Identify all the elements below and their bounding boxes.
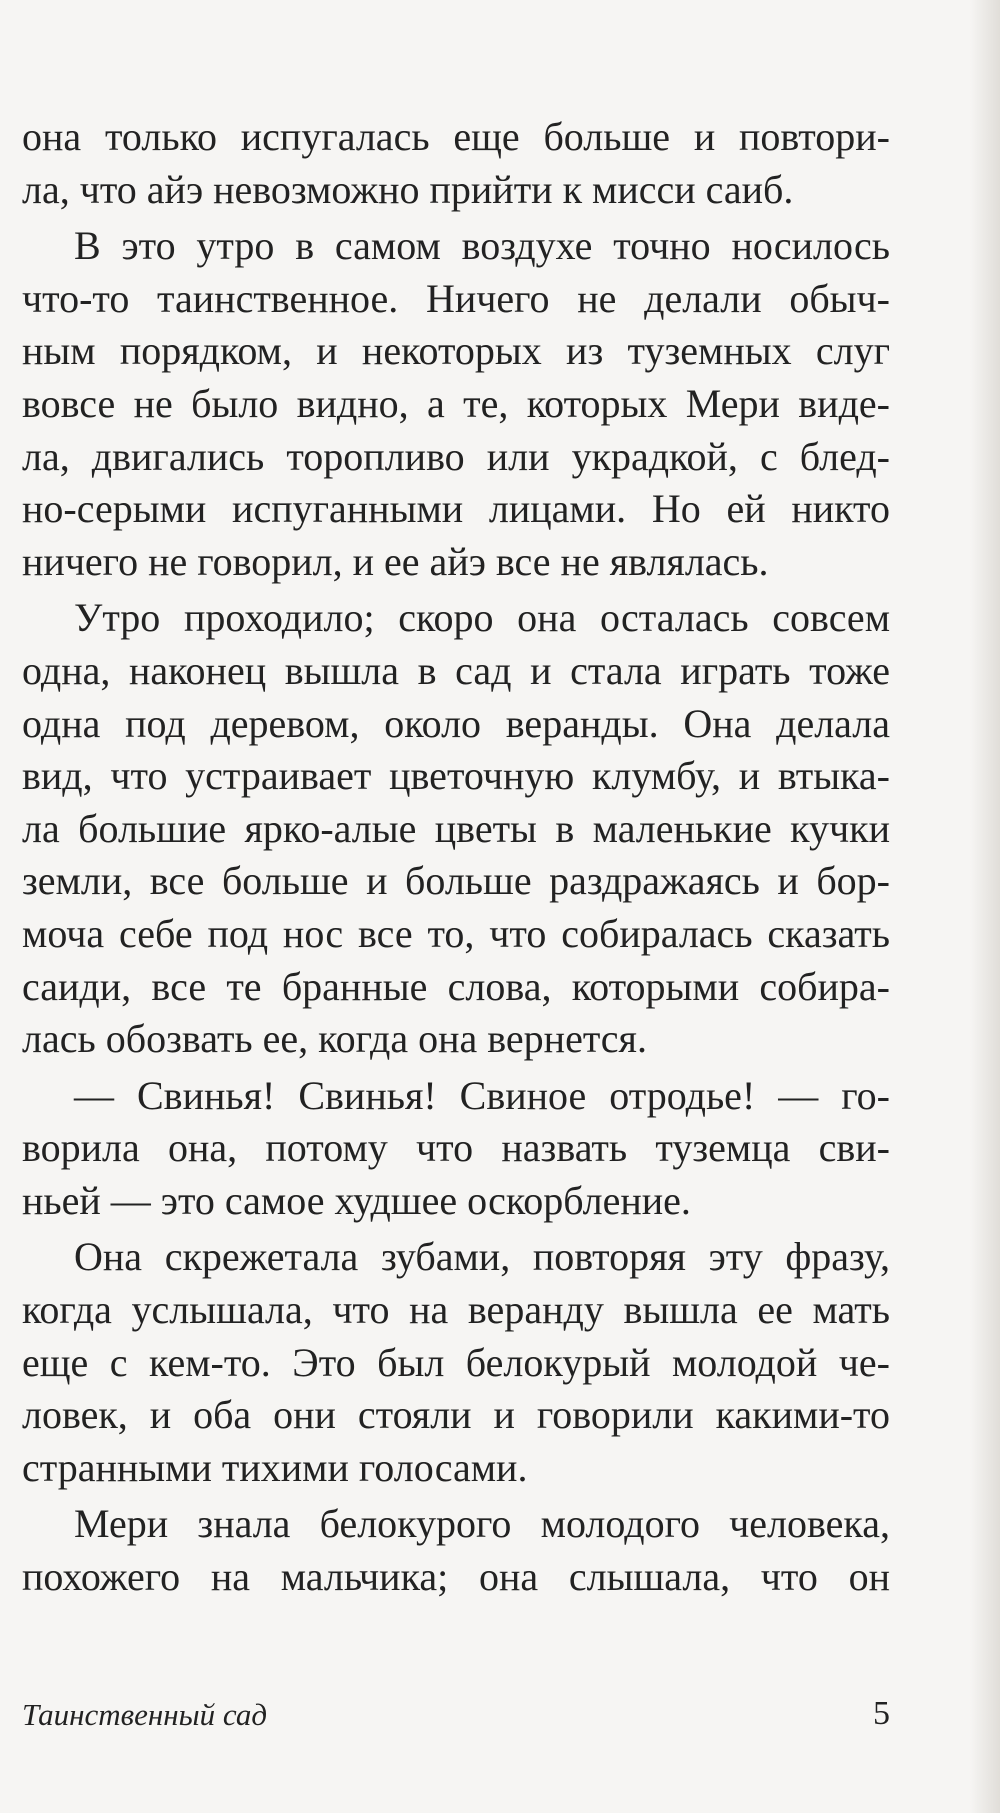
- text-line: ла, что айэ невозможно прийти к мисси саиб.: [22, 166, 794, 212]
- text-line: ничего не говорил, и ее айэ все не являлась.: [22, 538, 769, 584]
- paragraph-6: [22, 1498, 890, 1603]
- text-line: моча себе под нос все то, что собиралась сказать: [22, 910, 890, 956]
- text-line: еще с кем-то. Это был белокурый молодой че-: [22, 1339, 890, 1385]
- text-line: ньей — это самое худшее оскорбление.: [22, 1177, 691, 1223]
- text-line: Утро проходило; скоро она осталась совсем: [74, 595, 890, 641]
- text-line: вовсе не было видно, а те, которых Мери виде-: [22, 380, 890, 426]
- text-line: ла большие ярко-алые цветы в маленькие кучки: [22, 805, 890, 851]
- paragraph-1: [22, 111, 890, 216]
- text-line: что-то таинственное. Ничего не делали обыч-: [22, 275, 890, 321]
- text-line: похожего на мальчика; она слышала, что он: [22, 1554, 890, 1600]
- text-line: саиди, все те бранные слова, которыми собира-: [22, 963, 890, 1009]
- text-line: ла, двигались торопливо или украдкой, с блед-: [22, 433, 890, 479]
- paragraph-5: [22, 1231, 890, 1494]
- text-line: ворила она, потому что назвать туземца сви-: [22, 1125, 890, 1171]
- text-line: ловек, и оба они стояли и говорили какими-то: [22, 1392, 890, 1438]
- text-line: В это утро в самом воздухе точно носилось: [74, 223, 890, 269]
- body-text: [22, 111, 890, 1604]
- paragraph-2: [22, 220, 890, 588]
- text-line: лась обозвать ее, когда она вернется.: [22, 1016, 647, 1062]
- text-line: она только испугалась еще больше и повтори-: [22, 114, 890, 159]
- text-line: Она скрежетала зубами, повторяя эту фразу,: [74, 1234, 890, 1280]
- text-line: — Свинья! Свинья! Свиное отродье! — го-: [74, 1072, 890, 1118]
- text-line: но-серыми испуганными лицами. Но ей никто: [22, 486, 890, 532]
- text-line: ным порядком, и некоторых из туземных слуг: [22, 328, 890, 374]
- running-title: Таинственный сад: [22, 1697, 268, 1732]
- text-line: странными тихими голосами.: [22, 1444, 528, 1490]
- text-line: Мери знала белокурого молодого человека,: [74, 1501, 890, 1547]
- text-line: когда услышала, что на веранду вышла ее мать: [22, 1287, 890, 1333]
- text-line: вид, что устраивает цветочную клумбу, и втыка-: [22, 753, 890, 799]
- text-line: одна под деревом, около веранды. Она делала: [22, 700, 890, 746]
- page-edge-shadow: [970, 0, 1000, 1813]
- paragraph-3: [22, 592, 890, 1065]
- page-footer: [22, 1697, 890, 1741]
- text-line: одна, наконец вышла в сад и стала играть тоже: [22, 647, 890, 693]
- text-line: земли, все больше и больше раздражаясь и бор-: [22, 858, 890, 904]
- page-number: 5: [873, 1695, 890, 1732]
- paragraph-4: [22, 1070, 890, 1228]
